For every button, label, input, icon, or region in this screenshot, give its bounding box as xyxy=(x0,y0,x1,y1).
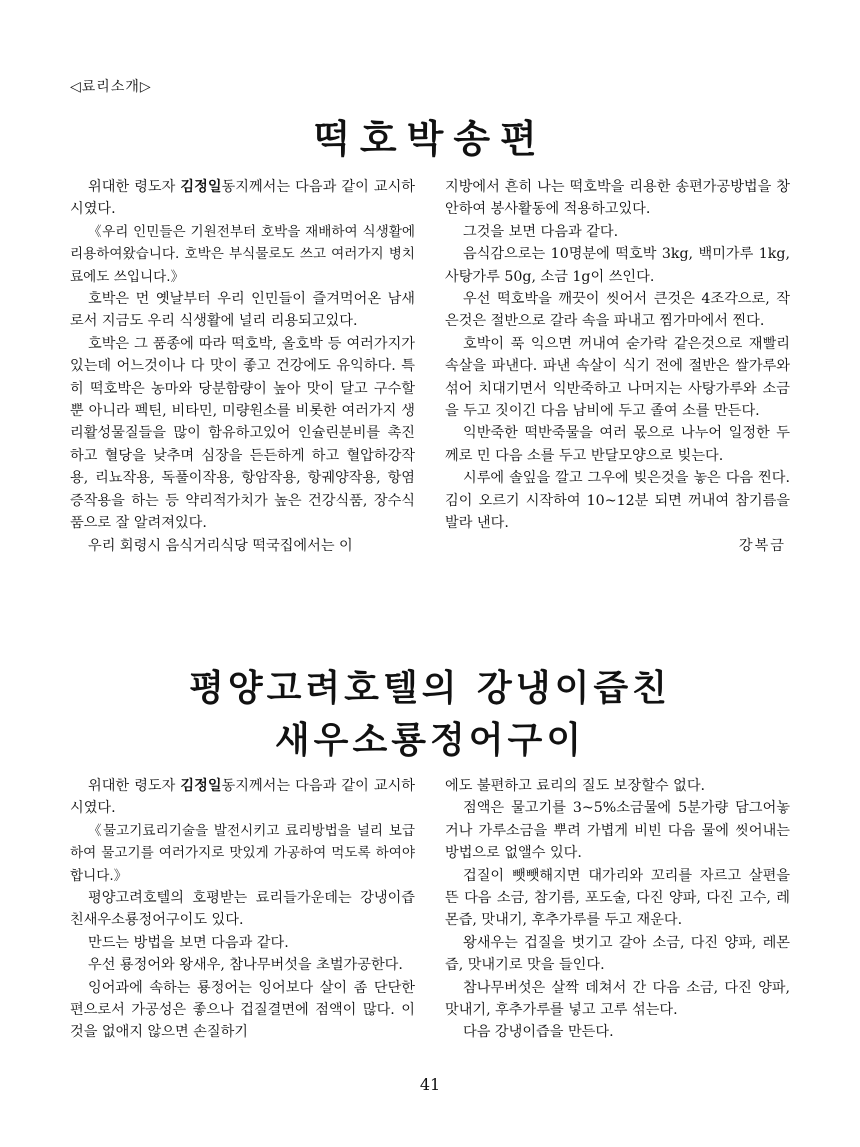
article1-paragraph xyxy=(70,176,415,221)
article1-paragraph: 우리 회령시 음식거리식당 떡국집에서는 이 xyxy=(88,537,353,554)
article1-author: 강복금 xyxy=(738,537,786,554)
article1-column-right xyxy=(445,176,790,557)
text-rest: 동지께서는 다음과 같이 교시하시였다. xyxy=(70,179,415,218)
text-lead: 위대한 령도자 xyxy=(88,778,181,794)
article1-paragraph: 지방에서 흔히 나는 떡호박을 리용한 송편가공방법을 창안하여 봉사활동에 적용하고있다. xyxy=(445,179,790,218)
article2-quote: 《물고기료리기술을 발전시키고 료리방법을 널리 보급하여 물고기를 여러가지로 맛있게 가공하여 먹도록 하여야 합니다.》 xyxy=(70,822,415,884)
article2-paragraph: 참나무버섯은 살짝 데쳐서 간 다음 소금, 다진 양파, 맛내기, 후추가루를 넣고 고루 섞는다. xyxy=(445,979,790,1019)
article2-paragraph: 우선 룡정어와 왕새우, 참나무버섯을 초벌가공한다. xyxy=(88,957,403,974)
article2-column-left xyxy=(70,775,415,1044)
article2-paragraph xyxy=(70,775,415,820)
article2-paragraph: 다음 강냉이즙을 만든다. xyxy=(463,1024,614,1041)
article2-title-line1: 평양고려호텔의 강냉이즙친 xyxy=(189,668,671,709)
leader-name: 김정일 xyxy=(180,179,222,195)
article2-paragraph: 잉어과에 속하는 룡정어는 잉어보다 살이 좀 단단한 편으로서 가공성은 좋으나 겁질결면에 점액이 많다. 이것을 없애지 않으면 손질하기 xyxy=(70,979,415,1041)
leader-name: 김정일 xyxy=(180,778,222,794)
page-number: 41 xyxy=(419,1075,441,1094)
article2-paragraph: 에도 불편하고 료리의 질도 보장할수 없다. xyxy=(445,778,706,794)
section-label: ◁료리소개▷ xyxy=(70,79,152,95)
article1-paragraph: 호박은 그 품종에 따라 떡호박, 올호박 등 여러가지가 있는데 어느것이나 다 맛이 좋고 건강에도 유익하다. 특히 떡호박은 농마와 당분함량이 높아 맛이 달고 구수할뿐 아니라 펙틴, 비타민, 미량원소를 비롯한 여러가지 생리활성물질들을 많이 함유하고있어 인슐린분비를 촉진하고 혈당을 낮추며 심장을 든든하게 하고 혈압하강작용, 리뇨작용, 독풀이작용, 항암작용, 항궤양작용, 항염증작용을 하는 등 약리적가치가 높은 건강식품, 장수식품으로 잘 알려져있다. xyxy=(70,335,415,532)
article1-paragraph: 호박이 푹 익으면 꺼내여 숟가락 같은것으로 재빨리 속살을 파낸다. 파낸 속살이 식기 전에 절반은 쌀가루와 섞어 치대기면서 익반죽하고 나머지는 사탕가루와 소금을 두고 짓이긴 다음 남비에 두고 졸여 소를 만든다. xyxy=(445,335,790,420)
article1-paragraph: 익반죽한 떡반죽물을 여러 몫으로 나누어 일정한 두께로 민 다음 소를 두고 반달모양으로 빚는다. xyxy=(445,425,790,464)
article1-title: 떡호박송편 xyxy=(313,117,547,161)
article2-column-right xyxy=(445,775,790,1044)
article2-title-line2: 새우소룡정어구이 xyxy=(274,720,586,761)
article1-paragraph: 음식감으로는 10명분에 떡호박 3kg, 백미가루 1kg, 사탕가루 50g, 소금 1g이 쓰인다. xyxy=(445,246,790,285)
article1-column-left xyxy=(70,176,415,557)
article1-paragraph: 우선 떡호박을 깨끗이 씻어서 큰것은 4조각으로, 작은것은 절반으로 갈라 속을 파내고 찜가마에서 찐다. xyxy=(445,291,790,330)
article2-paragraph: 겁질이 뺏뺏해지면 대가리와 꼬리를 자르고 살편을 뜬 다음 소금, 참기름, 포도술, 다진 양파, 다진 고수, 레몬즙, 맛내기, 후추가루를 두고 재운다. xyxy=(445,867,790,929)
article1-paragraph: 호박은 먼 옛날부터 우리 인민들이 즐겨먹어온 남새로서 지금도 우리 식생활에 널리 리용되고있다. xyxy=(70,291,415,330)
article1-paragraph: 시루에 솔잎을 깔고 그우에 빚은것을 놓은 다음 찐다. 김이 오르기 시작하여 10~12분 되면 꺼내여 참기름을 발라 낸다. xyxy=(445,470,790,532)
article1-quote: 《우리 인민들은 기원전부터 호박을 재배하여 식생활에 리용하여왔습니다. 호박은 부식물로도 쓰고 여러가지 병치료에도 쓰입니다.》 xyxy=(70,223,415,285)
text-rest: 동지께서는 다음과 같이 교시하시였다. xyxy=(70,778,415,817)
article2-paragraph: 왕새우는 겁질을 벗기고 갈아 소금, 다진 양파, 레몬즙, 맛내기로 맛을 들인다. xyxy=(445,934,790,974)
article2-paragraph: 만드는 방법을 보면 다음과 같다. xyxy=(88,934,289,951)
article1-paragraph: 그것을 보면 다음과 같다. xyxy=(463,223,619,240)
text-lead: 위대한 령도자 xyxy=(88,179,181,195)
article2-paragraph: 평양고려호텔의 호평받는 료리들가운데는 강냉이즙친새우소룡정어구이도 있다. xyxy=(70,890,415,929)
article2-paragraph: 점액은 물고기를 3~5%소금물에 5분가량 담그어놓거나 가루소금을 뿌려 가볍게 비빈 다음 물에 씻어내는 방법으로 없앨수 있다. xyxy=(445,800,790,862)
